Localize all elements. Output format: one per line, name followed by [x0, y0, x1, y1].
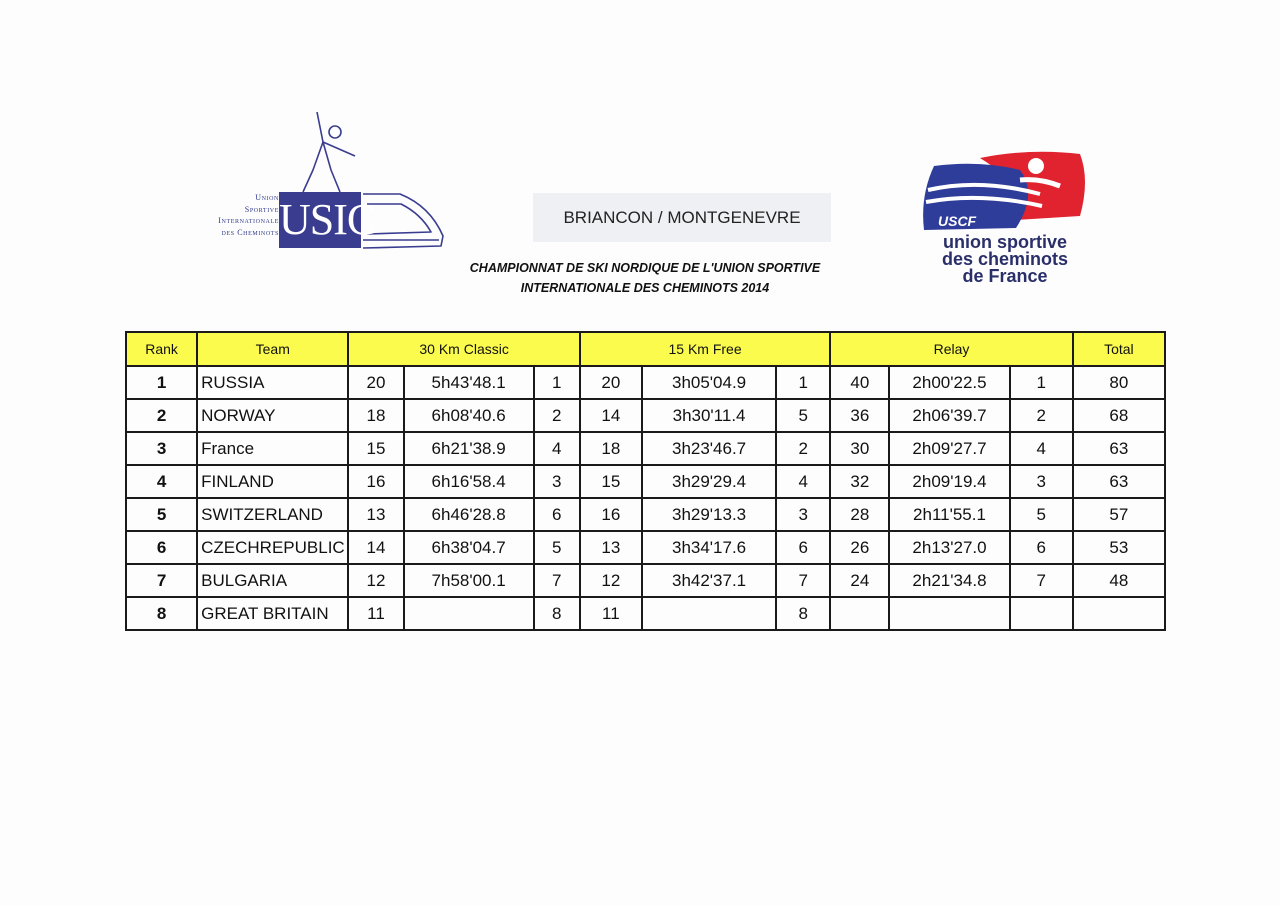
classic-position-cell: 8: [534, 597, 580, 630]
uscf-line-2: des cheminots: [941, 249, 1069, 269]
relay-time-cell: [889, 597, 1009, 630]
free-position-cell: 2: [776, 432, 830, 465]
relay-points-cell: 30: [830, 432, 889, 465]
results-table: [125, 331, 1166, 631]
free-position-cell: 8: [776, 597, 830, 630]
team-cell: BULGARIA: [197, 564, 348, 597]
classic-position-cell: 2: [534, 399, 580, 432]
rank-header: Rank: [126, 332, 197, 366]
total-cell: 53: [1073, 531, 1165, 564]
classic-points-cell: 15: [348, 432, 403, 465]
free-time-cell: 3h42'37.1: [642, 564, 776, 597]
total-cell: 63: [1073, 432, 1165, 465]
usic-side-text: [195, 192, 279, 238]
classic-time-cell: 6h21'38.9: [404, 432, 534, 465]
classic-time-cell: [404, 597, 534, 630]
relay-position-cell: 3: [1010, 465, 1073, 498]
team-cell: NORWAY: [197, 399, 348, 432]
relay-points-cell: 40: [830, 366, 889, 399]
classic-points-cell: 14: [348, 531, 403, 564]
classic-header: 30 Km Classic: [348, 332, 579, 366]
relay-time-cell: 2h13'27.0: [889, 531, 1009, 564]
usic-side-line: Union: [255, 193, 279, 202]
free-points-cell: 15: [580, 465, 642, 498]
total-cell: 80: [1073, 366, 1165, 399]
team-cell: RUSSIA: [197, 366, 348, 399]
total-header: Total: [1073, 332, 1165, 366]
free-time-cell: [642, 597, 776, 630]
classic-time-cell: 7h58'00.1: [404, 564, 534, 597]
classic-points-cell: 20: [348, 366, 403, 399]
free-points-cell: 20: [580, 366, 642, 399]
relay-points-cell: 26: [830, 531, 889, 564]
classic-position-cell: 4: [534, 432, 580, 465]
relay-position-cell: 4: [1010, 432, 1073, 465]
team-header: Team: [197, 332, 348, 366]
uscf-wordmark: [920, 234, 1090, 285]
total-cell: 63: [1073, 465, 1165, 498]
rank-cell: 7: [126, 564, 197, 597]
classic-points-cell: 18: [348, 399, 403, 432]
free-points-cell: 16: [580, 498, 642, 531]
free-points-cell: 11: [580, 597, 642, 630]
free-time-cell: 3h30'11.4: [642, 399, 776, 432]
relay-points-cell: 36: [830, 399, 889, 432]
free-points-cell: 14: [580, 399, 642, 432]
classic-position-cell: 3: [534, 465, 580, 498]
rank-cell: 5: [126, 498, 197, 531]
table-row: [126, 531, 1165, 564]
uscf-line-1: union sportive: [942, 232, 1067, 252]
championship-heading: [440, 258, 850, 298]
usic-side-line: des Cheminots: [221, 227, 279, 237]
relay-position-cell: 6: [1010, 531, 1073, 564]
relay-time-cell: 2h09'19.4: [889, 465, 1009, 498]
total-cell: [1073, 597, 1165, 630]
rank-cell: 6: [126, 531, 197, 564]
table-row: [126, 432, 1165, 465]
usic-logo-box: USIC: [279, 192, 361, 248]
classic-position-cell: 7: [534, 564, 580, 597]
relay-points-cell: 32: [830, 465, 889, 498]
classic-points-cell: 13: [348, 498, 403, 531]
relay-time-cell: 2h11'55.1: [889, 498, 1009, 531]
relay-points-cell: 24: [830, 564, 889, 597]
free-time-cell: 3h29'13.3: [642, 498, 776, 531]
team-cell: GREAT BRITAIN: [197, 597, 348, 630]
table-row: [126, 465, 1165, 498]
uscf-line-3: de France: [962, 266, 1048, 286]
rank-cell: 1: [126, 366, 197, 399]
classic-time-cell: 6h38'04.7: [404, 531, 534, 564]
classic-points-cell: 11: [348, 597, 403, 630]
table-row: [126, 399, 1165, 432]
team-cell: SWITZERLAND: [197, 498, 348, 531]
relay-position-cell: [1010, 597, 1073, 630]
relay-time-cell: 2h21'34.8: [889, 564, 1009, 597]
rank-cell: 4: [126, 465, 197, 498]
total-cell: 57: [1073, 498, 1165, 531]
free-position-cell: 7: [776, 564, 830, 597]
free-header: 15 Km Free: [580, 332, 830, 366]
free-time-cell: 3h34'17.6: [642, 531, 776, 564]
classic-points-cell: 12: [348, 564, 403, 597]
classic-points-cell: 16: [348, 465, 403, 498]
relay-header: Relay: [830, 332, 1072, 366]
classic-time-cell: 6h16'58.4: [404, 465, 534, 498]
rank-cell: 8: [126, 597, 197, 630]
relay-position-cell: 1: [1010, 366, 1073, 399]
free-position-cell: 5: [776, 399, 830, 432]
location-label: BRIANCON / MONTGENEVRE: [533, 193, 831, 242]
table-row: [126, 366, 1165, 399]
classic-position-cell: 5: [534, 531, 580, 564]
total-cell: 48: [1073, 564, 1165, 597]
relay-time-cell: 2h09'27.7: [889, 432, 1009, 465]
total-cell: 68: [1073, 399, 1165, 432]
rank-cell: 3: [126, 432, 197, 465]
free-position-cell: 4: [776, 465, 830, 498]
usic-logo: [195, 108, 450, 258]
relay-position-cell: 7: [1010, 564, 1073, 597]
uscf-badge-text: USCF: [938, 213, 977, 229]
free-position-cell: 6: [776, 531, 830, 564]
relay-time-cell: 2h00'22.5: [889, 366, 1009, 399]
free-points-cell: 13: [580, 531, 642, 564]
table-row: [126, 564, 1165, 597]
team-cell: CZECHREPUBLIC: [197, 531, 348, 564]
relay-position-cell: 2: [1010, 399, 1073, 432]
classic-time-cell: 6h46'28.8: [404, 498, 534, 531]
free-time-cell: 3h05'04.9: [642, 366, 776, 399]
rank-cell: 2: [126, 399, 197, 432]
relay-position-cell: 5: [1010, 498, 1073, 531]
table-row: [126, 498, 1165, 531]
heading-line-1: CHAMPIONNAT DE SKI NORDIQUE DE L'UNION SPORTIVE: [469, 261, 821, 275]
free-time-cell: 3h23'46.7: [642, 432, 776, 465]
team-cell: France: [197, 432, 348, 465]
free-time-cell: 3h29'29.4: [642, 465, 776, 498]
table-row: [126, 597, 1165, 630]
free-position-cell: 3: [776, 498, 830, 531]
team-cell: FINLAND: [197, 465, 348, 498]
usic-side-line: Sportive: [244, 204, 279, 214]
heading-line-2: INTERNATIONALE DES CHEMINOTS 2014: [520, 281, 770, 295]
classic-position-cell: 1: [534, 366, 580, 399]
classic-time-cell: 6h08'40.6: [404, 399, 534, 432]
classic-position-cell: 6: [534, 498, 580, 531]
usic-side-line: Internationale: [218, 216, 279, 225]
results-body: [126, 366, 1165, 630]
free-position-cell: 1: [776, 366, 830, 399]
relay-time-cell: 2h06'39.7: [889, 399, 1009, 432]
header-row: [126, 332, 1165, 366]
uscf-emblem-icon: [920, 150, 1090, 234]
classic-time-cell: 5h43'48.1: [404, 366, 534, 399]
free-points-cell: 18: [580, 432, 642, 465]
relay-points-cell: [830, 597, 889, 630]
uscf-logo: [920, 150, 1090, 290]
relay-points-cell: 28: [830, 498, 889, 531]
free-points-cell: 12: [580, 564, 642, 597]
